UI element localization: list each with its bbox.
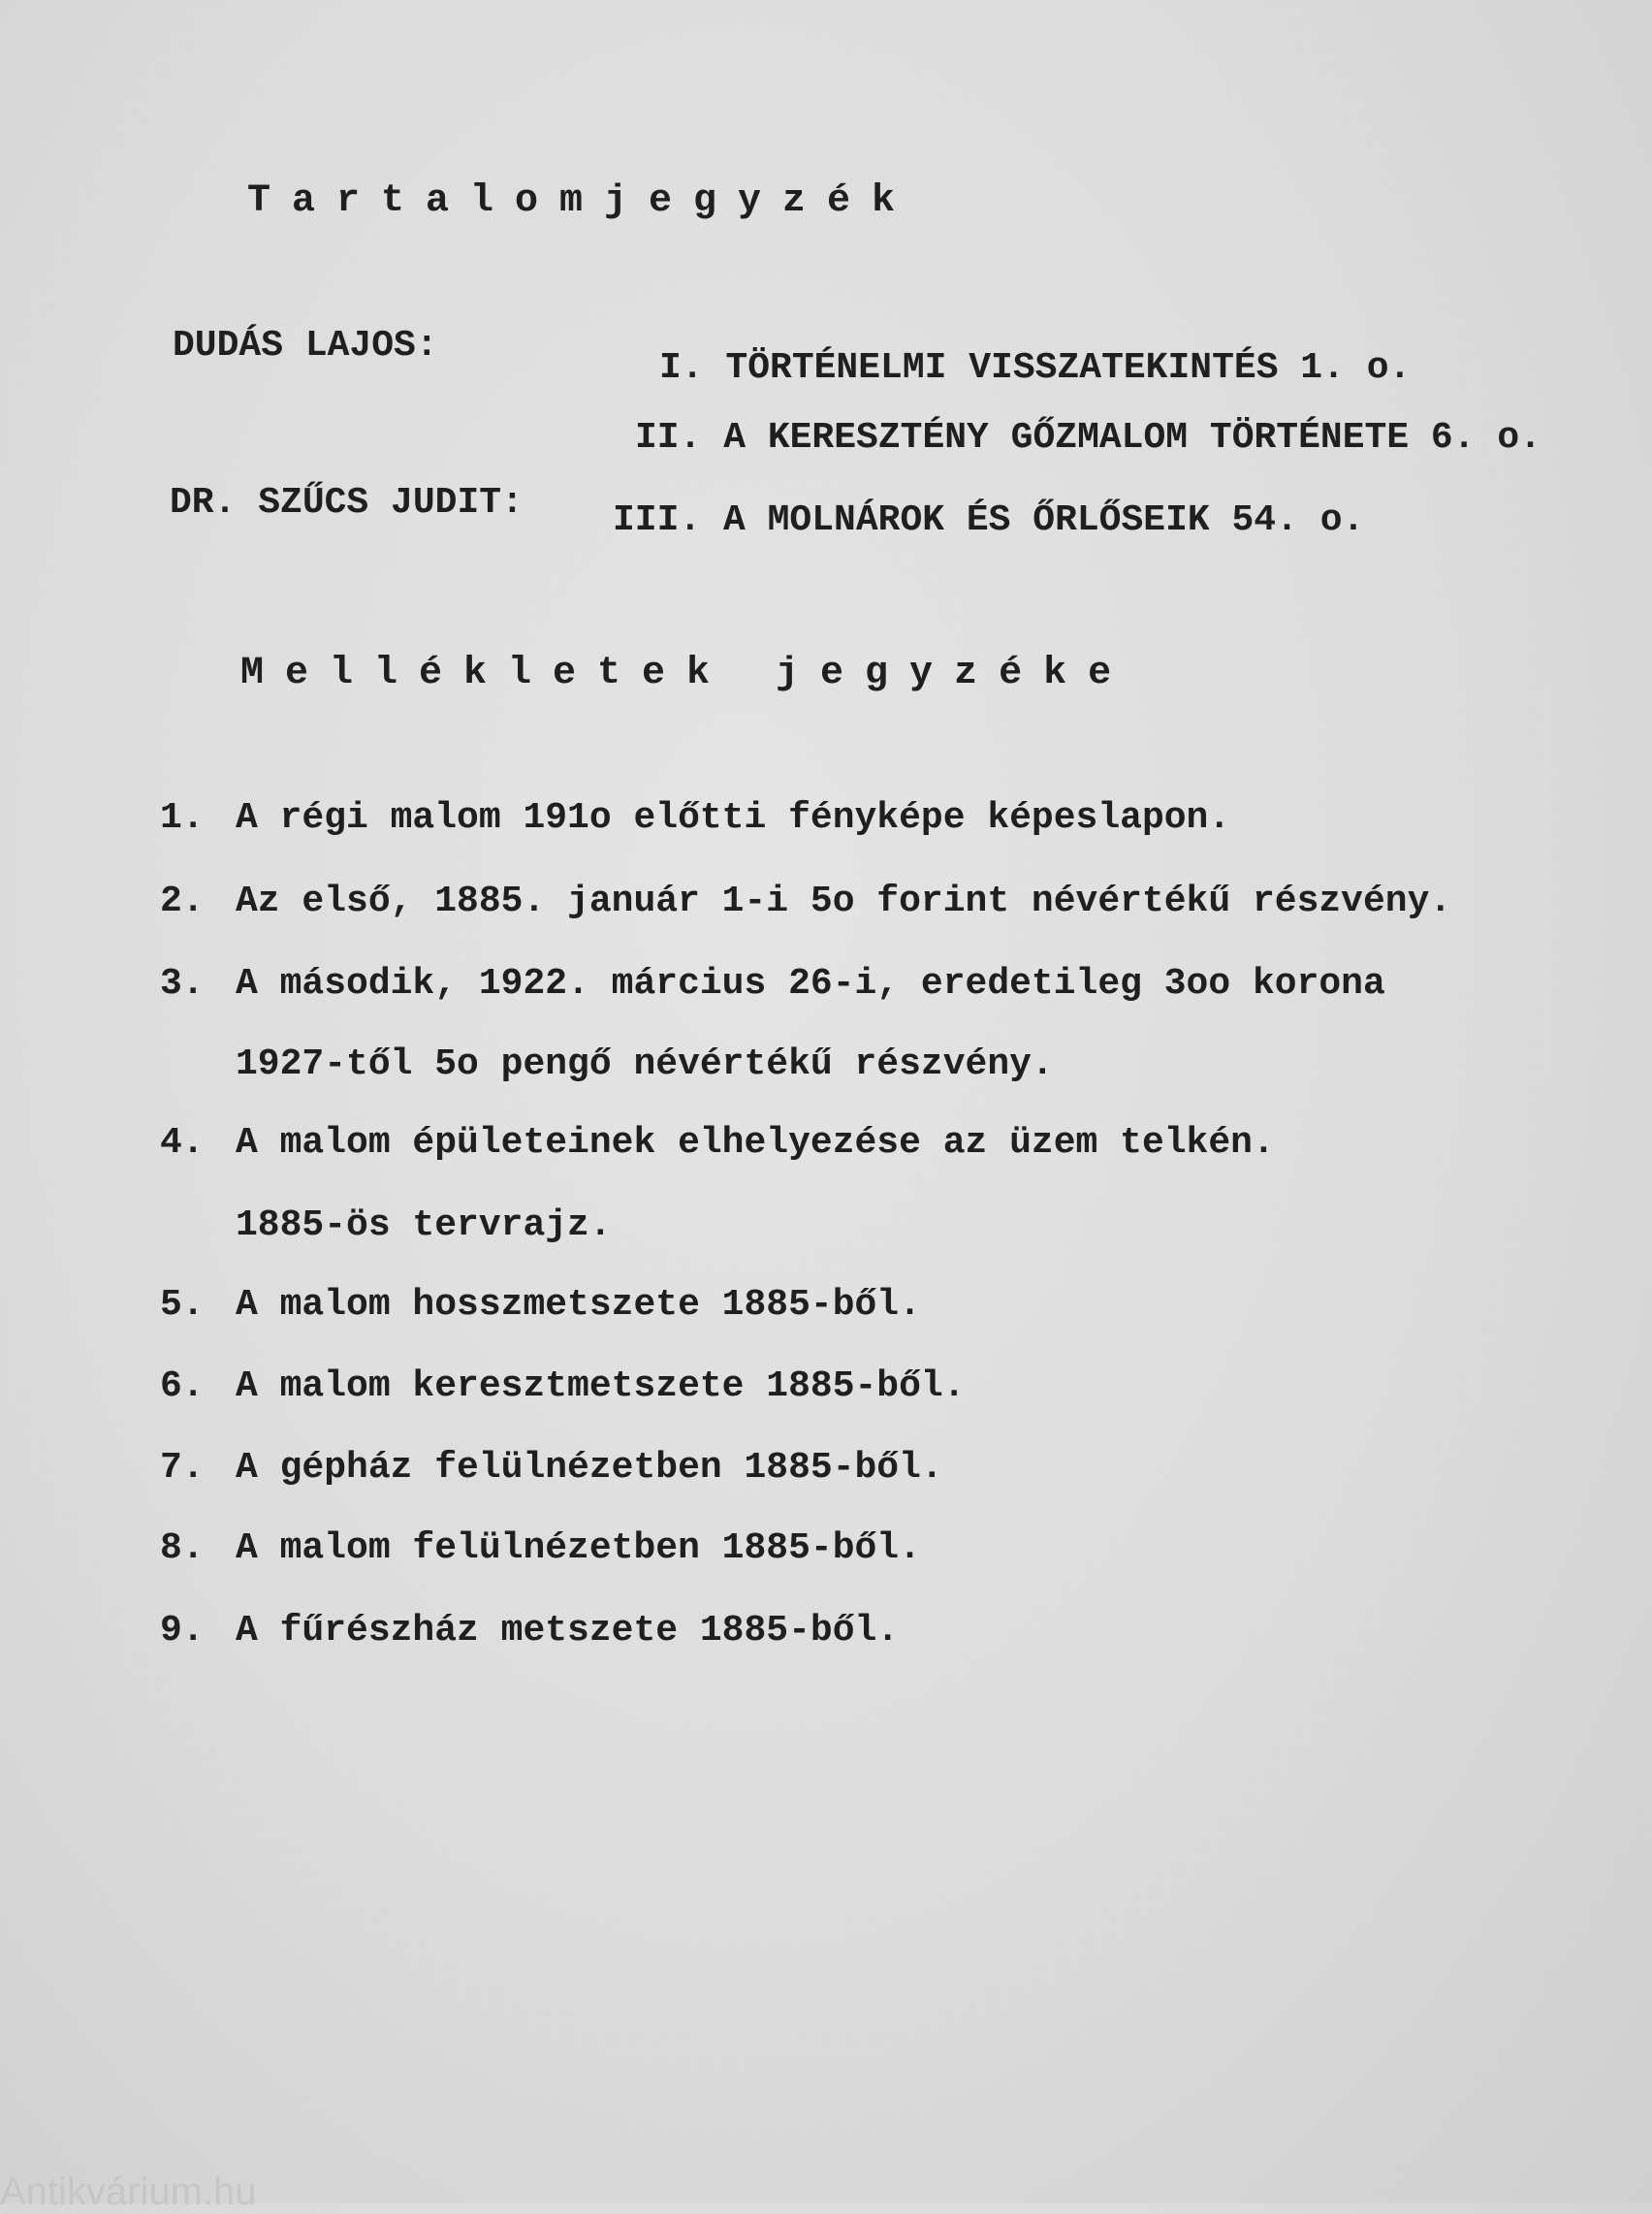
- attachment-number: 7.: [160, 1447, 205, 1489]
- attachment-text: A régi malom 191o előtti fényképe képeslapon.: [236, 797, 1231, 839]
- attachment-number: 3.: [160, 963, 205, 1005]
- attachment-item-5: [160, 1284, 921, 1326]
- attachment-text: A malom épületeinek elhelyezése az üzem telkén.: [236, 1122, 1275, 1164]
- attachment-text: A gépház felülnézetben 1885-ből.: [236, 1447, 943, 1489]
- attachment-item-9: [160, 1610, 899, 1652]
- attachment-item-7: [160, 1447, 943, 1489]
- attachment-number: 6.: [160, 1365, 205, 1407]
- attachment-text: A malom keresztmetszete 1885-ből.: [236, 1365, 966, 1407]
- attachment-number: 4.: [160, 1122, 205, 1164]
- attachment-number: 9.: [160, 1610, 205, 1652]
- attachment-item-1: [160, 797, 1230, 839]
- attachment-item-8: [160, 1527, 921, 1569]
- toc-title: Tartalomjegyzék: [247, 179, 917, 223]
- watermark: Antikvárium.hu: [0, 2170, 257, 2213]
- attachment-item-4-continuation: 1885-ös tervrajz.: [236, 1204, 612, 1246]
- attachment-item-3-continuation: 1927-től 5o pengő névértékű részvény.: [236, 1043, 1054, 1085]
- attachment-text: A második, 1922. március 26-i, eredetileg 3oo korona: [236, 963, 1385, 1005]
- toc-author-3: DR. SZŰCS JUDIT:: [170, 482, 524, 524]
- attachment-text: Az első, 1885. január 1-i 5o forint névértékű részvény.: [236, 881, 1452, 922]
- attachment-text: A malom hosszmetszete 1885-ből.: [236, 1284, 921, 1326]
- toc-entry-1: I. TÖRTÉNELMI VISSZATEKINTÉS 1. o.: [659, 347, 1412, 389]
- toc-entry-2: II. A KERESZTÉNY GŐZMALOM TÖRTÉNETE 6. o.: [635, 417, 1541, 459]
- attachment-number: 1.: [160, 797, 205, 839]
- attachment-item-4: [160, 1122, 1275, 1164]
- attachment-text: A fűrészház metszete 1885-ből.: [236, 1610, 900, 1652]
- attachment-number: 8.: [160, 1527, 205, 1569]
- toc-author-1: DUDÁS LAJOS:: [173, 325, 438, 367]
- attachment-item-6: [160, 1365, 966, 1407]
- attachment-item-3: [160, 963, 1385, 1005]
- toc-entry-3: III. A MOLNÁROK ÉS ŐRLŐSEIK 54. o.: [613, 499, 1365, 541]
- attachments-title: Mellékletek jegyzéke: [240, 652, 1133, 695]
- attachment-text: A malom felülnézetben 1885-ből.: [236, 1527, 921, 1569]
- attachment-number: 5.: [160, 1284, 205, 1326]
- attachment-item-2: [160, 881, 1451, 922]
- attachment-number: 2.: [160, 881, 205, 922]
